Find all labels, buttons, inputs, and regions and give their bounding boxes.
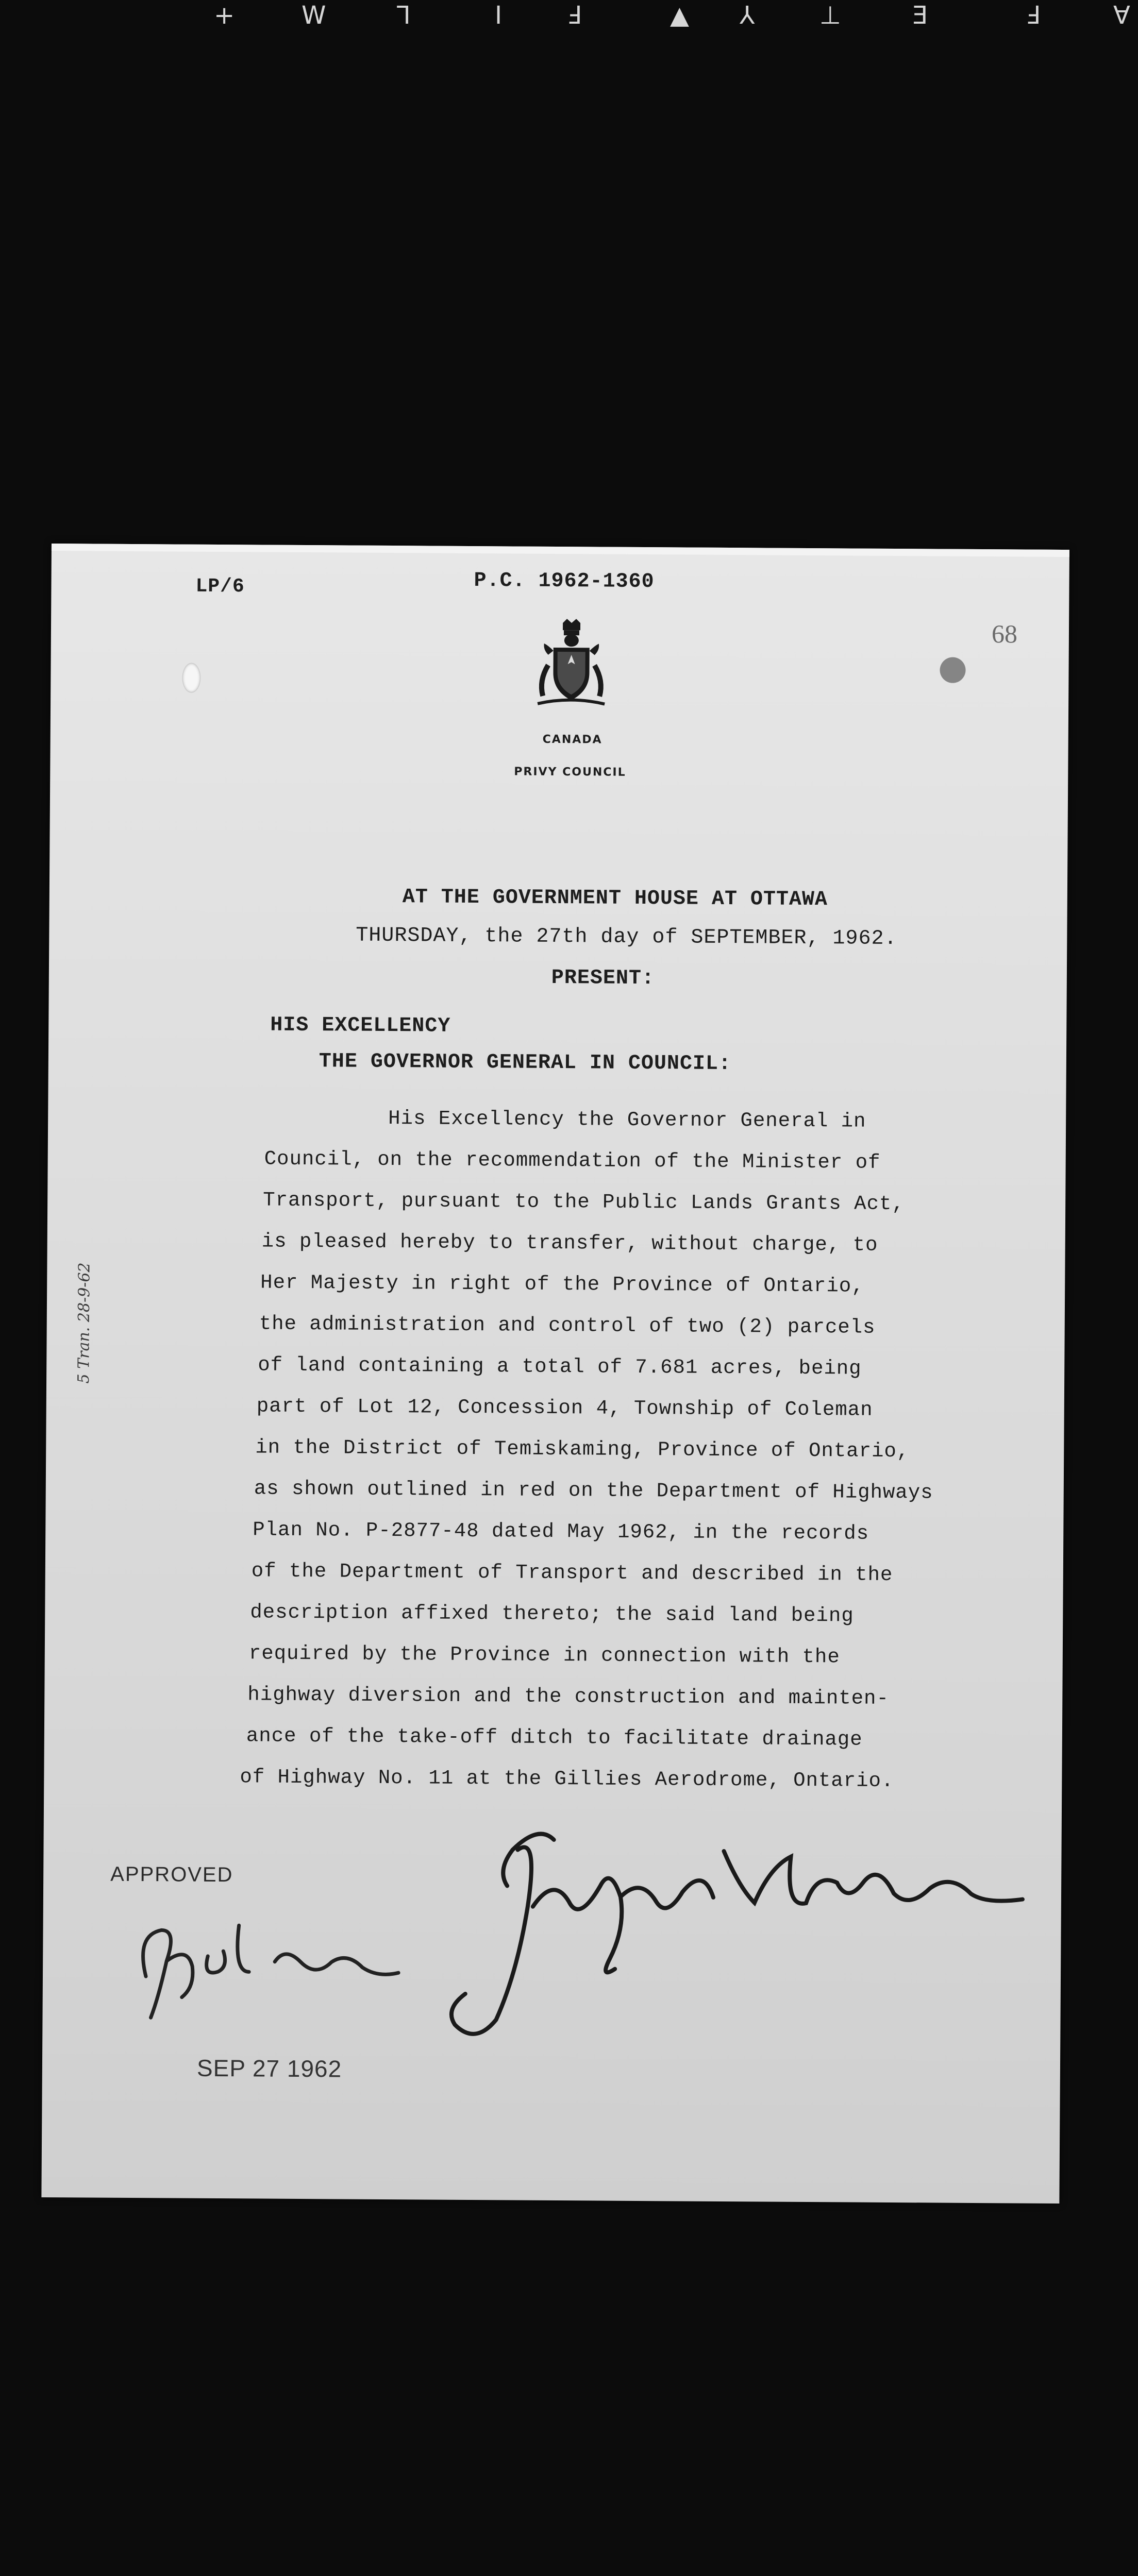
film-edge-char: W: [302, 1, 326, 30]
body-line: the administration and control of two (2) parcels: [259, 1312, 876, 1339]
body-line: required by the Province in connection with the: [248, 1642, 840, 1669]
order-number: P.C. 1962-1360: [474, 569, 655, 594]
film-edge-char: ⊥: [819, 1, 841, 30]
body-line: highway diversion and the construction and mainten-: [247, 1683, 890, 1710]
film-edge-char: I: [495, 1, 503, 30]
body-line: Council, on the recommendation of the Minister of: [264, 1147, 881, 1174]
clerk-signature: [434, 1803, 1033, 2054]
body-line: of land containing a total of 7.681 acres, being: [258, 1353, 862, 1380]
approved-label: APPROVED: [110, 1862, 233, 1887]
body-line: as shown outlined in red on the Department of Highways: [254, 1477, 933, 1504]
body-line: is pleased hereby to transfer, without charge, to: [261, 1230, 878, 1257]
body-line: description affixed thereto; the said land being: [250, 1601, 854, 1628]
film-edge-char: Ⅎ: [1026, 1, 1040, 30]
film-edge-char: +: [214, 1, 235, 30]
body-line: in the District of Temiskaming, Province of Ontario,: [255, 1436, 910, 1463]
ink-spot: [940, 657, 965, 683]
meeting-place: AT THE GOVERNMENT HOUSE AT OTTAWA: [402, 886, 828, 912]
governor-general-signature: [130, 1894, 420, 2029]
film-edge-char: ▲: [670, 1, 689, 30]
body-line: Her Majesty in right of the Province of Ontario,: [260, 1271, 864, 1298]
body-line: of the Department of Transport and described in the: [251, 1560, 893, 1587]
meeting-date: THURSDAY, the 27th day of SEPTEMBER, 1962.: [356, 924, 897, 951]
margin-note: 5 Tran. 28-9-62: [75, 1262, 94, 1384]
body-line: Transport, pursuant to the Public Lands Grants Act,: [263, 1189, 905, 1216]
page-number: 68: [991, 619, 1018, 649]
present-label: PRESENT:: [551, 966, 655, 991]
addressee-line-1: HIS EXCELLENCY: [270, 1013, 451, 1038]
approval-date-stamp: SEP 27 1962: [196, 2054, 342, 2082]
body-line: part of Lot 12, Concession 4, Township of Coleman: [256, 1395, 873, 1421]
film-edge-char: ∀: [1113, 1, 1130, 30]
body-line: ance of the take-off ditch to facilitate drainage: [246, 1724, 863, 1751]
film-edge-char: ⅄: [740, 1, 755, 30]
file-reference: LP/6: [195, 575, 245, 598]
film-edge-char: Ǝ: [912, 1, 928, 30]
body-line: of Highway No. 11 at the Gillies Aerodrome, Ontario.: [240, 1766, 894, 1793]
body-line: Plan No. P-2877-48 dated May 1962, in the records: [253, 1518, 869, 1545]
body-line: His Excellency the Governor General in: [388, 1107, 866, 1133]
punch-hole: [182, 663, 200, 693]
addressee-line-2: THE GOVERNOR GENERAL IN COUNCIL:: [319, 1050, 732, 1076]
crest-label: CANADA: [542, 733, 603, 747]
document-page: [41, 544, 1069, 2204]
film-edge-char: Ⅎ: [567, 1, 581, 30]
coat-of-arms-icon: [532, 619, 610, 707]
film-edge-char: ⅂: [397, 1, 411, 30]
film-edge-markings: [0, 0, 1138, 36]
office-label: PRIVY COUNCIL: [514, 765, 626, 779]
